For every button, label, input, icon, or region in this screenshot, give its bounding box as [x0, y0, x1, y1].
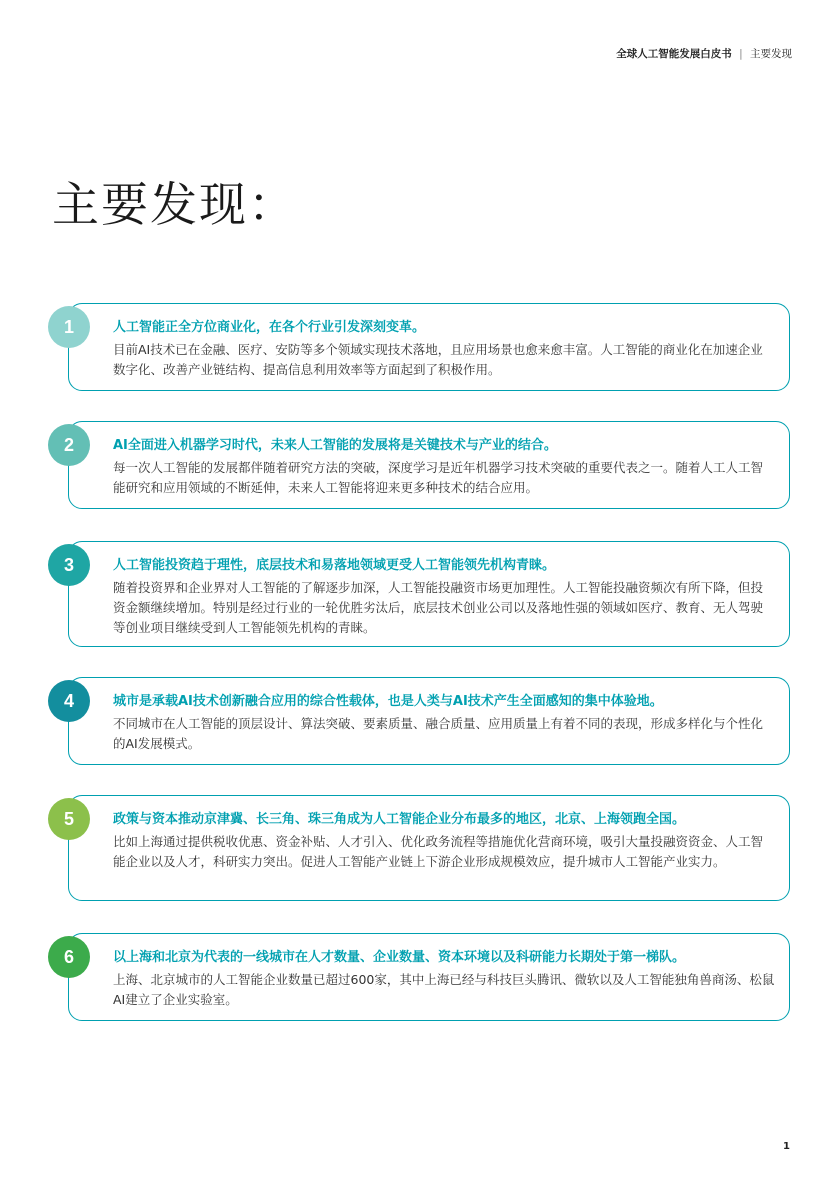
header-separator: |	[739, 48, 743, 60]
finding-title: AI全面进入机器学习时代，未来人工智能的发展将是关键技术与产业的结合。	[113, 438, 557, 453]
finding-title: 人工智能投资趋于理性，底层技术和易落地领域更受人工智能领先机构青睐。	[113, 558, 556, 573]
page-title: 主要发现：	[52, 178, 297, 233]
finding-title: 政策与资本推动京津冀、长三角、珠三角成为人工智能企业分布最多的地区，北京、上海领跑全国。	[113, 812, 686, 827]
finding-number-badge: 2	[48, 424, 90, 466]
finding-title: 以上海和北京为代表的一线城市在人才数量、企业数量、资本环境以及科研能力长期处于第一梯队。	[113, 950, 686, 965]
finding-body: 每一次人工智能的发展都伴随着研究方法的突破，深度学习是近年机器学习技术突破的重要代表之一。随着人工人工智能研究和应用领域的不断延伸，未来人工智能将迎来更多种技术的结合应用。	[113, 460, 764, 495]
finding-number-badge: 3	[48, 544, 90, 586]
finding-body: 随着投资界和企业界对人工智能的了解逐步加深，人工智能投融资市场更加理性。人工智能投融资频次有所下降，但投资金额继续增加。特别是经过行业的一轮优胜劣汰后，底层技术创业公司以及落地性强的领域如医疗、教育、无人驾驶等创业项目继续受到人工智能领先机构的青睐。	[113, 580, 764, 635]
page-number: 1	[783, 1141, 790, 1152]
section-name: 主要发现	[750, 48, 792, 60]
finding-number-badge: 6	[48, 936, 90, 978]
finding-body: 上海、北京城市的人工智能企业数量已超过600家，其中上海已经与科技巨头腾讯、微软以及人工智能独角兽商汤、松鼠AI建立了企业实验室。	[113, 972, 775, 1007]
finding-card-1	[63, 303, 790, 391]
finding-card-2	[63, 421, 790, 509]
running-header	[616, 46, 792, 61]
finding-body: 目前AI技术已在金融、医疗、安防等多个领域实现技术落地，且应用场景也愈来愈丰富。人工智能的商业化在加速企业数字化、改善产业链结构、提高信息利用效率等方面起到了积极作用。	[113, 342, 763, 377]
finding-number-badge: 5	[48, 798, 90, 840]
finding-title: 人工智能正全方位商业化，在各个行业引发深刻变革。	[113, 320, 426, 335]
finding-body: 比如上海通过提供税收优惠、资金补贴、人才引入、优化政务流程等措施优化营商环境，吸引大量投融资资金、人工智能企业以及人才，科研实力突出。促进人工智能产业链上下游企业形成规模效应，提升城市人工智能产业实力。	[113, 834, 764, 869]
document-title: 全球人工智能发展白皮书	[616, 48, 732, 60]
finding-card-3	[63, 541, 790, 647]
finding-body: 不同城市在人工智能的顶层设计、算法突破、要素质量、融合质量、应用质量上有着不同的表现，形成多样化与个性化的AI发展模式。	[113, 716, 764, 751]
finding-title: 城市是承载AI技术创新融合应用的综合性载体，也是人类与AI技术产生全面感知的集中体验地。	[113, 694, 663, 709]
finding-number-badge: 4	[48, 680, 90, 722]
finding-card-4	[63, 677, 790, 765]
finding-number-badge: 1	[48, 306, 90, 348]
finding-card-6	[63, 933, 790, 1021]
finding-card-5	[63, 795, 790, 901]
